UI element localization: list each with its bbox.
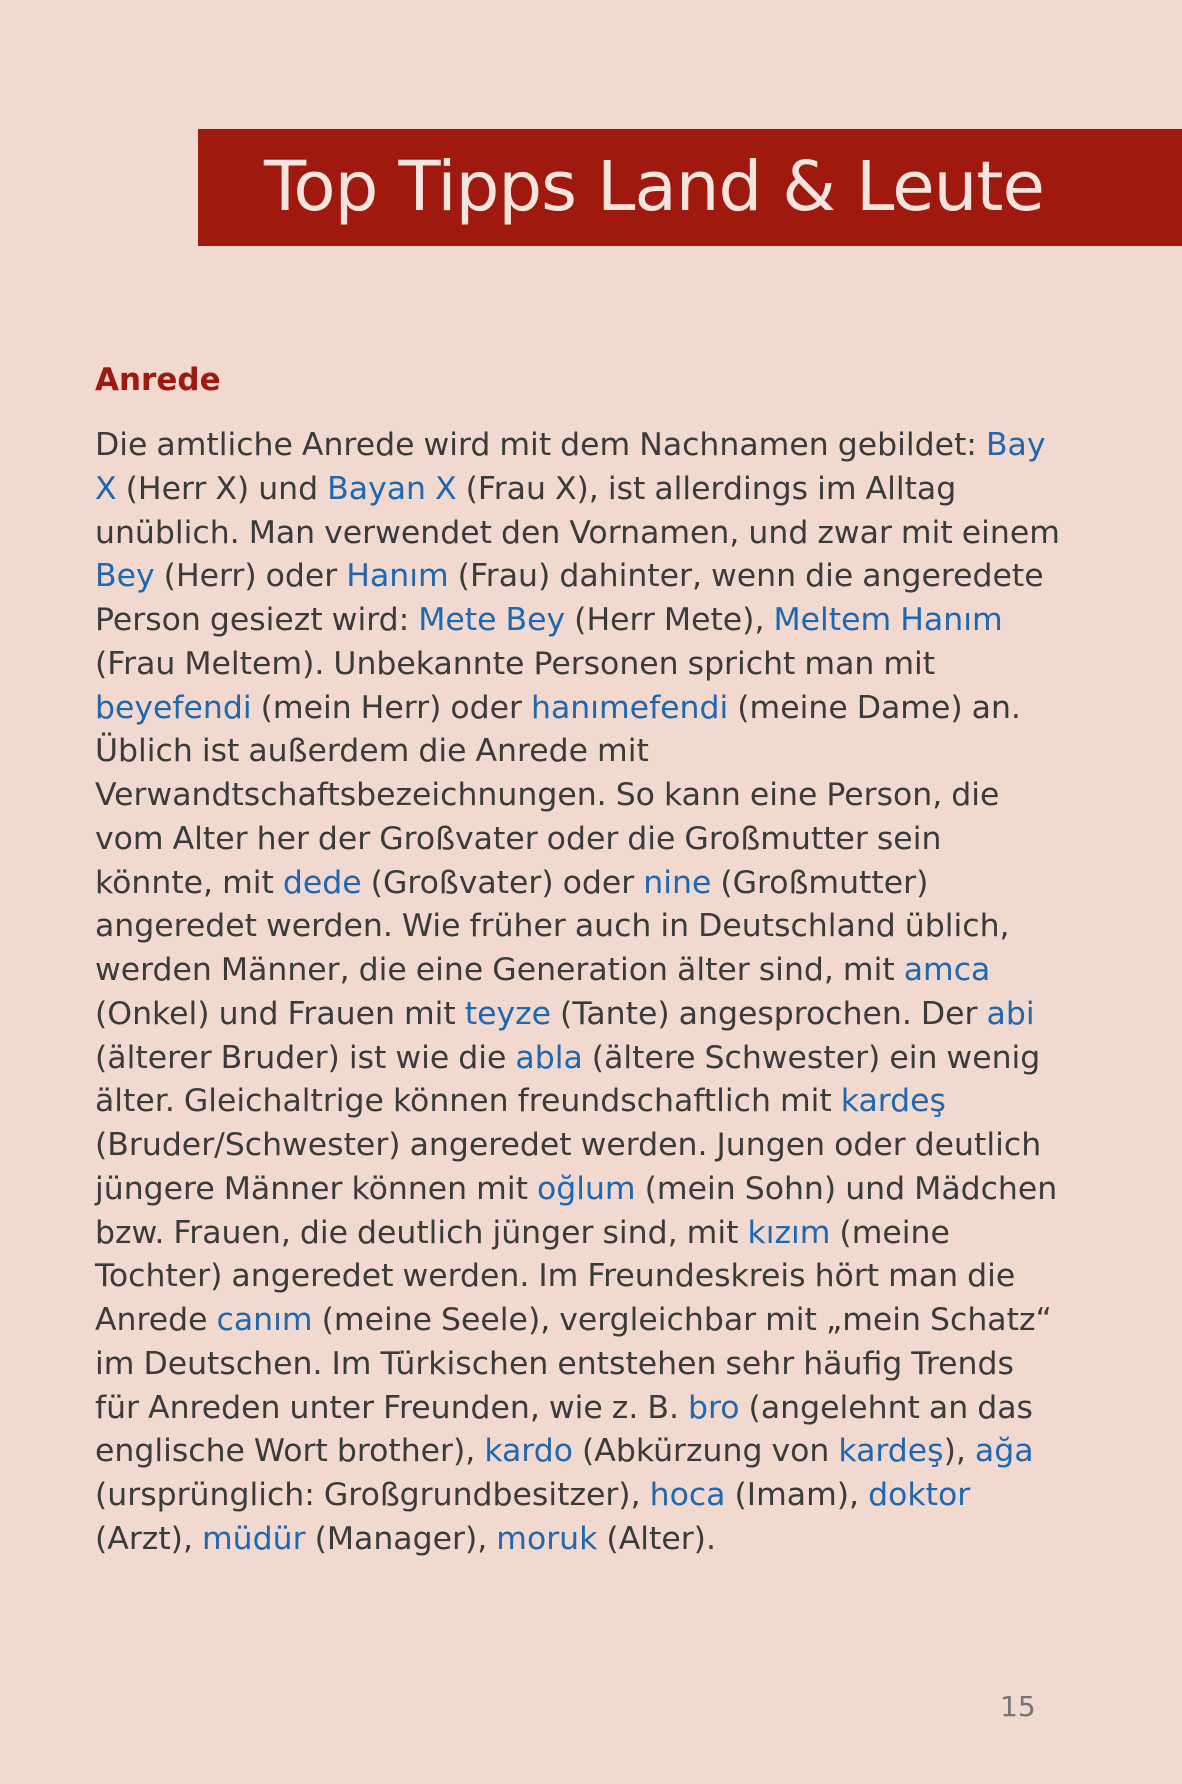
- body-text-run: Die amtliche Anrede wird mit dem Nachnamen gebildet:: [95, 427, 986, 463]
- body-text-run: (Großmutter) angeredet werden. Wie früher auch in Deutschland üblich, werden Männer, die eine Generation älter sind, mit: [95, 864, 1010, 988]
- body-text-run: (Tante) angesprochen. Der: [551, 995, 987, 1032]
- body-text-run: (ältere Schwester) ein wenig älter. Gleichaltrige können freundschaftlich mit: [95, 1039, 1041, 1120]
- body-text-run: (Frau) dahinter, wenn die angeredete Person gesiezt wird:: [95, 558, 1044, 638]
- body-text-run: (mein Sohn) und Mädchen bzw. Frauen, die deutlich jünger sind, mit: [95, 1170, 1058, 1251]
- body-text-run: (Arzt),: [95, 1520, 202, 1557]
- turkish-term: kardeş: [838, 1433, 944, 1470]
- section-content: [95, 358, 1061, 1562]
- body-text-run: (Bruder/Schwester) angeredet werden. Jungen oder deutlich jüngere Männer können mit: [95, 1127, 1042, 1207]
- body-text-run: (Manager),: [305, 1520, 497, 1557]
- turkish-term: Meltem Hanım: [773, 602, 1003, 638]
- turkish-term: canım: [216, 1302, 313, 1338]
- turkish-term: bro: [688, 1389, 740, 1426]
- turkish-term: Bey: [95, 558, 155, 595]
- turkish-term: hanımefendi: [531, 689, 729, 726]
- turkish-term: abla: [515, 1039, 583, 1076]
- body-text-run: (älterer Bruder) ist wie die: [95, 1039, 516, 1076]
- turkish-term: hoca: [649, 1477, 726, 1513]
- body-text-run: (Alter).: [597, 1520, 716, 1557]
- body-text-run: (meine Tochter) angeredet werden. Im Freundeskreis hört man die Anrede: [95, 1214, 1016, 1338]
- chapter-title: Top Tipps Land & Leute: [264, 147, 1044, 227]
- turkish-term: Mete Bey: [418, 602, 566, 638]
- turkish-term: nine: [643, 864, 712, 901]
- body-text-run: (meine Dame) an. Üblich ist außerdem die Anrede mit Verwandtschaftsbezeichnungen. So kann eine Person, die vom Alter her der Großvater oder die Großmutter sein könnte, mit: [95, 689, 1021, 901]
- body-text-run: (Frau Meltem). Unbekannte Personen spricht man mit: [95, 645, 936, 682]
- turkish-term: Hanım: [346, 558, 449, 595]
- section-heading: Anrede: [95, 362, 221, 398]
- body-text-run: (Imam),: [725, 1477, 869, 1513]
- turkish-term: Bay X: [95, 427, 1046, 507]
- body-text-run: (meine Seele), vergleichbar mit „mein Schatz“ im Deutschen. Im Türkischen entstehen sehr häufig Trends für Anreden unter Freunden, wie z. B.: [95, 1302, 1052, 1426]
- turkish-term: beyefendi: [95, 689, 252, 726]
- turkish-term: teyze: [464, 995, 552, 1032]
- body-text-run: (Herr Mete),: [565, 602, 774, 638]
- page-number: 15: [1000, 1690, 1036, 1723]
- turkish-term: dede: [282, 864, 362, 901]
- body-paragraph: [95, 424, 1061, 1562]
- body-text-run: (Herr) oder: [154, 558, 347, 595]
- turkish-term: kızım: [747, 1214, 831, 1251]
- turkish-term: Bayan X: [327, 470, 457, 507]
- turkish-term: abi: [986, 995, 1035, 1032]
- body-text-run: (Herr X) und: [116, 470, 328, 507]
- turkish-term: ağa: [974, 1433, 1034, 1470]
- turkish-term: kardo: [484, 1433, 573, 1470]
- body-text-run: (Abkürzung von: [572, 1433, 839, 1470]
- turkish-term: oğlum: [536, 1170, 636, 1207]
- body-text-run: (Frau X), ist allerdings im Alltag unüblich. Man verwendet den Vornamen, und zwar mit einem: [95, 470, 1060, 551]
- turkish-term: kardeş: [840, 1083, 946, 1120]
- body-text-run: (mein Herr) oder: [251, 689, 532, 726]
- body-text-run: (ursprünglich: Großgrundbesitzer),: [95, 1477, 650, 1513]
- chapter-title-banner: [198, 129, 1182, 246]
- body-text-run: ),: [943, 1433, 975, 1470]
- turkish-term: doktor: [868, 1477, 971, 1513]
- body-text-run: (angelehnt an das englische Wort brother),: [95, 1389, 1033, 1470]
- turkish-term: amca: [903, 952, 991, 988]
- body-text-run: (Großvater) oder: [361, 864, 644, 901]
- turkish-term: moruk: [496, 1520, 598, 1557]
- body-text-run: (Onkel) und Frauen mit: [95, 995, 465, 1032]
- turkish-term: müdür: [202, 1520, 306, 1557]
